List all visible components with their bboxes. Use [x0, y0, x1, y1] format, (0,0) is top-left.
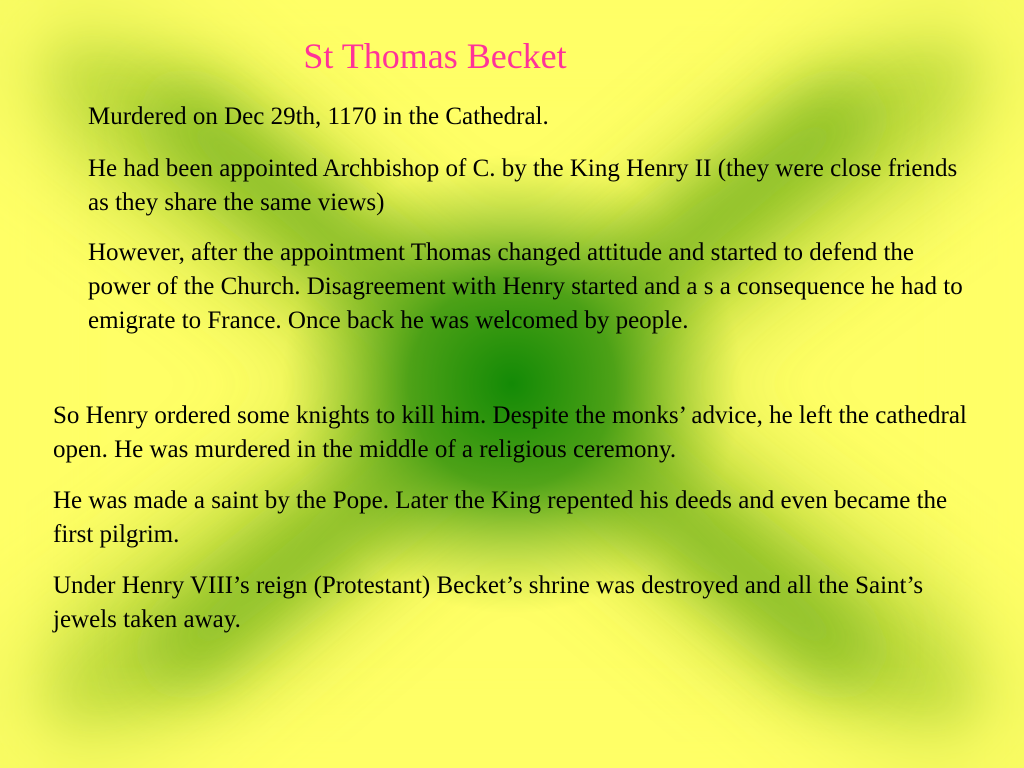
paragraph-knights: So Henry ordered some knights to kill him. Despite the monks’ advice, he left the cathedral open. He was murdered in the middle of a religious ceremony.: [53, 402, 967, 463]
paragraph-saint: He was made a saint by the Pope. Later the King repented his deeds and even became the first pilgrim.: [53, 487, 948, 548]
paragraph-appointment: He had been appointed Archbishop of C. by the King Henry II (they were close friends as they share the same views): [88, 155, 958, 216]
paragraph-murder-date: Murdered on Dec 29th, 1170 in the Cathedral.: [88, 103, 549, 130]
slide-title: St Thomas Becket: [303, 36, 567, 76]
paragraph-shrine: Under Henry VIII’s reign (Protestant) Becket’s shrine was destroyed and all the Saint’s jewels taken away.: [53, 572, 924, 633]
paragraph-changed-attitude: However, after the appointment Thomas changed attitude and started to defend the power of the Church. Disagreement with Henry started and a s a consequence he had to emigrate to France. Once back he was welcomed by people.: [88, 239, 963, 334]
